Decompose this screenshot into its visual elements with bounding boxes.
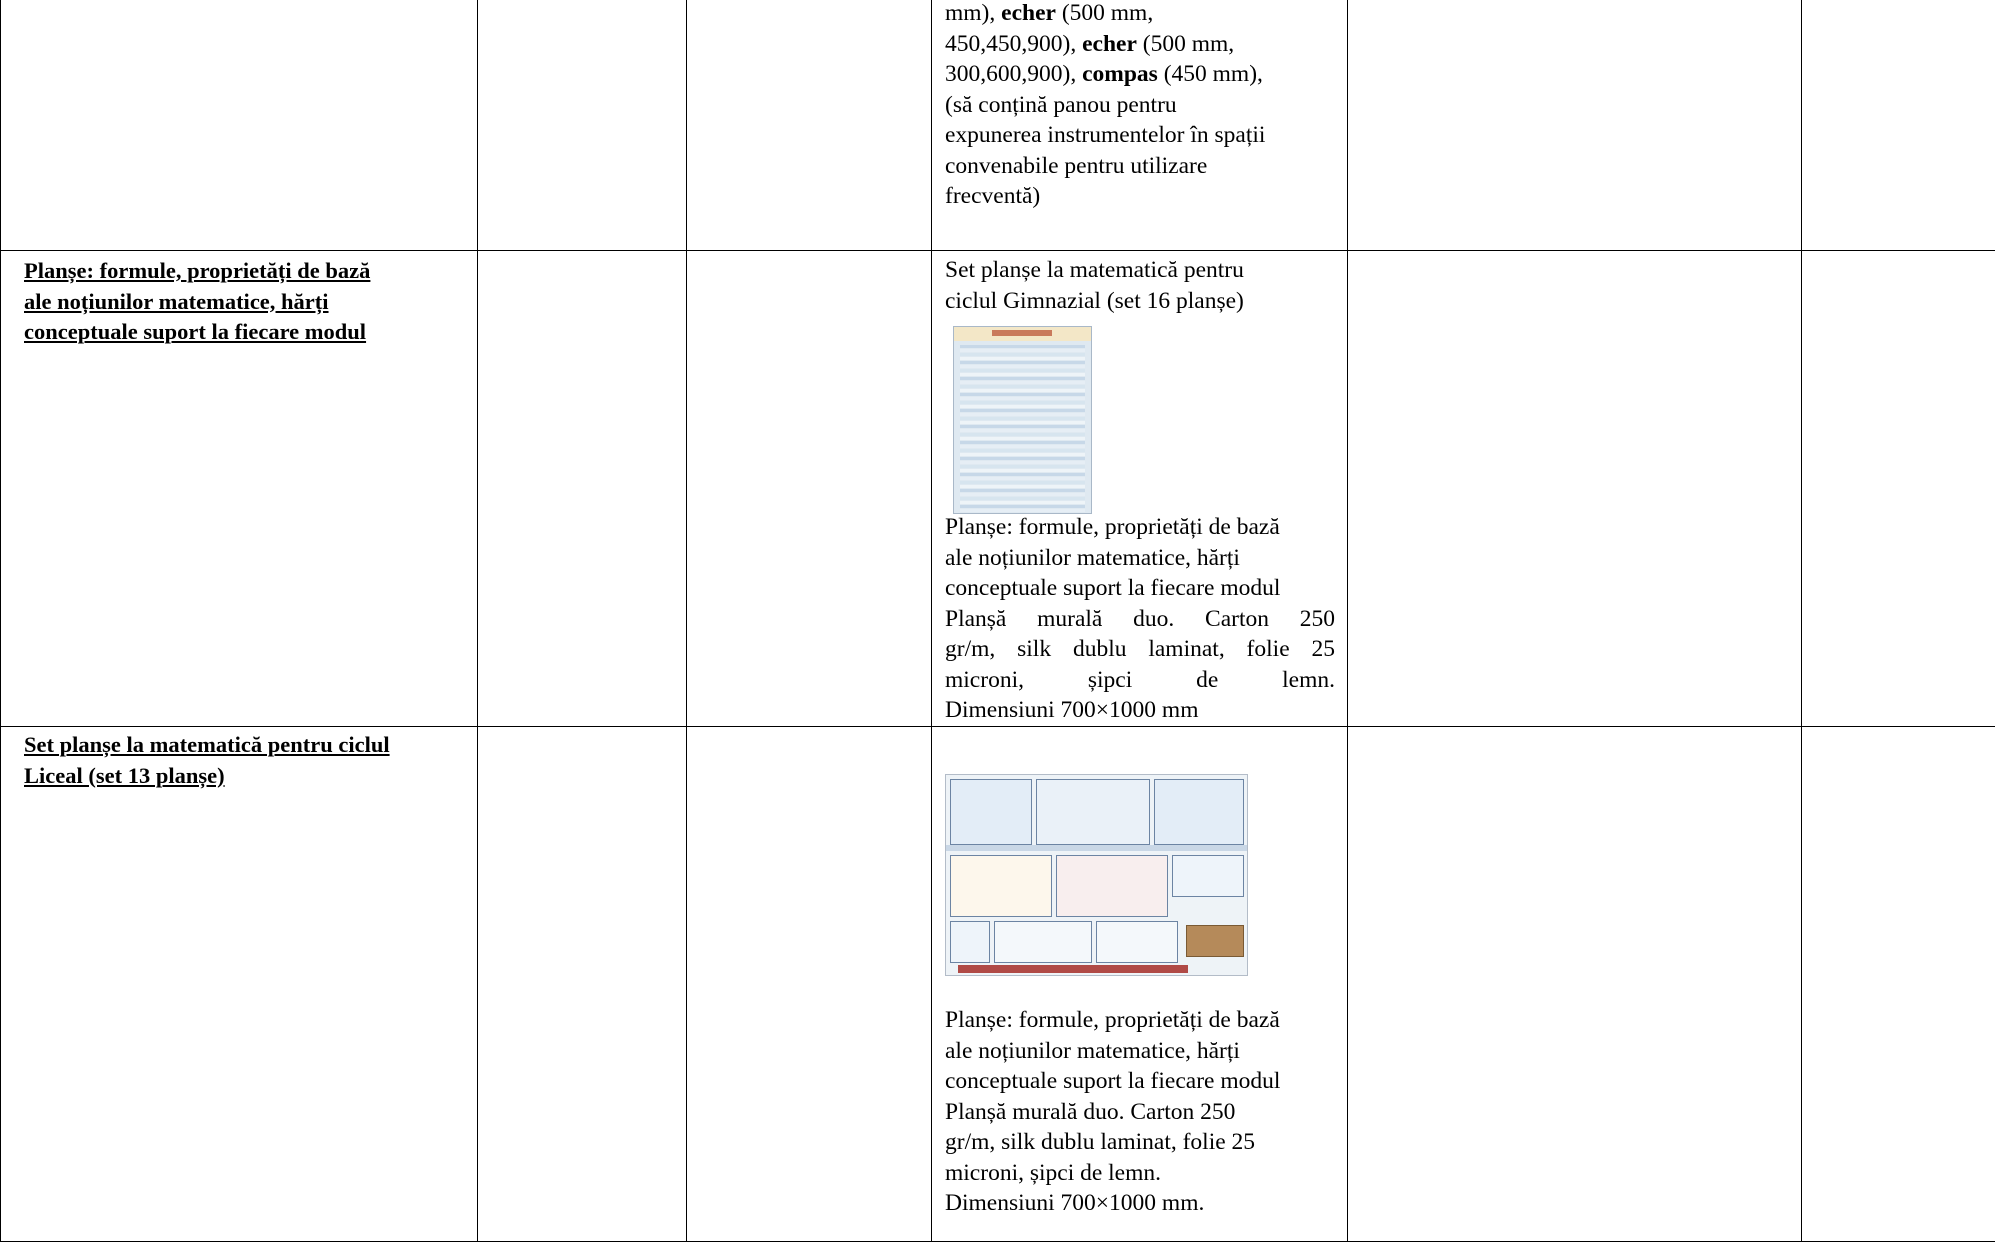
liceal-poster-thumbnail bbox=[945, 774, 1248, 976]
poster-title-mark bbox=[992, 330, 1052, 336]
poster-block bbox=[1056, 855, 1168, 917]
table-border-left bbox=[0, 0, 1, 1242]
row2-desc-top-line-0: Set planșe la matematică pentru bbox=[945, 257, 1244, 283]
poster-table-row bbox=[960, 437, 1085, 440]
row3-desc-line-0: Planșe: formule, proprietăți de bază bbox=[945, 1007, 1280, 1033]
row2-desc-line-1: ale noțiunilor matematice, hărți bbox=[945, 544, 1240, 571]
poster-table-row bbox=[960, 505, 1085, 508]
row3-title-line-1: Liceal (set 13 planșe) bbox=[24, 762, 225, 788]
row3-desc-line-3: Planșă murală duo. Carton 250 bbox=[945, 1098, 1236, 1125]
row1-line-1-bold: echer bbox=[1082, 30, 1137, 57]
row1-line-0-bold: echer bbox=[1001, 0, 1056, 26]
poster-table-row bbox=[960, 385, 1085, 388]
poster-block bbox=[950, 779, 1032, 845]
poster-table-row bbox=[960, 481, 1085, 484]
row3-desc-line-6: Dimensiuni 700×1000 mm. bbox=[945, 1190, 1205, 1216]
row1-line-2-pre: 300,600,900), bbox=[945, 61, 1083, 87]
poster-table-row bbox=[960, 497, 1085, 500]
poster-block bbox=[1154, 779, 1244, 845]
row2-title-line-0: Planșe: formule, proprietăți de bază bbox=[24, 258, 371, 283]
row2-desc-line-4: gr/m, silk dublu laminat, folie 25 bbox=[945, 636, 1335, 662]
poster-table-row bbox=[960, 473, 1085, 476]
poster-table-row bbox=[960, 365, 1085, 368]
row2-description-top bbox=[945, 255, 1244, 316]
row3-desc-line-5: microni, șipci de lemn. bbox=[945, 1159, 1162, 1186]
row2-title-line-1: ale noțiunilor matematice, hărți bbox=[24, 288, 329, 314]
row1-line-6: frecventă) bbox=[945, 183, 1041, 209]
poster-table-row bbox=[960, 485, 1085, 488]
poster-title-mark bbox=[958, 965, 1188, 973]
column-divider-3 bbox=[931, 0, 932, 1242]
row1-line-0 bbox=[945, 0, 1265, 29]
row-divider-1 bbox=[0, 250, 1995, 251]
row2-title bbox=[24, 256, 370, 348]
poster-wood-shelf bbox=[1186, 925, 1244, 957]
row1-line-1 bbox=[945, 29, 1265, 60]
row1-line-2-bold: compas bbox=[1082, 61, 1158, 87]
poster-table-row bbox=[960, 405, 1085, 408]
poster-table-row bbox=[960, 465, 1085, 468]
row1-line-0-pre: mm), bbox=[945, 0, 1002, 26]
row2-desc-line-5: microni, șipci de lemn. bbox=[945, 666, 1335, 693]
poster-table-row bbox=[960, 493, 1085, 496]
poster-table-row bbox=[960, 421, 1085, 424]
row1-description bbox=[945, 0, 1265, 212]
row2-desc-line-0: Planșe: formule, proprietăți de bază bbox=[945, 514, 1280, 540]
poster-table-row bbox=[960, 417, 1085, 420]
poster-table-row bbox=[960, 445, 1085, 448]
poster-block bbox=[1096, 921, 1178, 963]
poster-table-row bbox=[960, 425, 1085, 428]
row1-line-5: convenabile pentru utilizare bbox=[945, 152, 1208, 179]
row3-title-line-0: Set planșe la matematică pentru ciclul bbox=[24, 732, 390, 757]
poster-band bbox=[946, 845, 1247, 851]
poster-table-row bbox=[960, 441, 1085, 444]
poster-table-row bbox=[960, 381, 1085, 384]
row1-line-1-pre: 450,450,900), bbox=[945, 30, 1083, 57]
row3-desc-line-1: ale noțiunilor matematice, hărți bbox=[945, 1037, 1240, 1064]
row3-description-bottom bbox=[945, 1005, 1280, 1219]
poster-table-row bbox=[960, 389, 1085, 392]
poster-table-row bbox=[960, 429, 1085, 432]
row3-desc-line-4: gr/m, silk dublu laminat, folie 25 bbox=[945, 1129, 1256, 1155]
poster-table-row bbox=[960, 369, 1085, 372]
row1-line-1-post: (500 mm, bbox=[1136, 30, 1235, 57]
row3-title bbox=[24, 730, 390, 791]
row2-desc-line-3: Planșă murală duo. Carton 250 bbox=[945, 605, 1335, 632]
gimnazial-poster-thumbnail bbox=[953, 326, 1092, 514]
row1-line-2 bbox=[945, 59, 1265, 90]
poster-block bbox=[1172, 855, 1244, 897]
row1-line-4: expunerea instrumentelor în spații bbox=[945, 122, 1266, 148]
poster-block bbox=[950, 921, 990, 963]
poster-header bbox=[954, 327, 1091, 341]
poster-table-row bbox=[960, 397, 1085, 400]
row1-line-2-post: (450 mm), bbox=[1157, 61, 1263, 87]
poster-table-row bbox=[960, 461, 1085, 464]
row2-description-bottom bbox=[945, 512, 1335, 726]
column-divider-1 bbox=[477, 0, 478, 1242]
poster-table-row bbox=[960, 469, 1085, 472]
row1-line-0-post: (500 mm, bbox=[1055, 0, 1154, 26]
column-divider-4 bbox=[1347, 0, 1348, 1242]
poster-table-row bbox=[960, 353, 1085, 356]
poster-table-row bbox=[960, 501, 1085, 504]
poster-table-row bbox=[960, 413, 1085, 416]
poster-table-row bbox=[960, 401, 1085, 404]
poster-table-row bbox=[960, 409, 1085, 412]
poster-block bbox=[950, 855, 1052, 917]
poster-table-row bbox=[960, 457, 1085, 460]
poster-table-row bbox=[960, 489, 1085, 492]
poster-table-row bbox=[960, 477, 1085, 480]
column-divider-2 bbox=[686, 0, 687, 1242]
poster-table-row bbox=[960, 345, 1085, 348]
row2-desc-line-2: conceptuale suport la fiecare modul bbox=[945, 575, 1281, 601]
poster-table-row bbox=[960, 377, 1085, 380]
row2-title-line-2: conceptuale suport la fiecare modul bbox=[24, 319, 367, 344]
poster-table-row bbox=[960, 373, 1085, 376]
row2-desc-line-6: Dimensiuni 700×1000 mm bbox=[945, 697, 1199, 723]
row1-line-3: (să conțină panou pentru bbox=[945, 91, 1177, 118]
row3-desc-line-2: conceptuale suport la fiecare modul bbox=[945, 1068, 1281, 1094]
poster-table-row bbox=[960, 433, 1085, 436]
poster-table-row bbox=[960, 349, 1085, 352]
poster-block bbox=[994, 921, 1092, 963]
poster-block bbox=[1036, 779, 1150, 845]
poster-table-row bbox=[960, 361, 1085, 364]
column-divider-5 bbox=[1801, 0, 1802, 1242]
poster-table-row bbox=[960, 449, 1085, 452]
poster-table-row bbox=[960, 393, 1085, 396]
poster-table-row bbox=[960, 453, 1085, 456]
poster-table-row bbox=[960, 357, 1085, 360]
row-divider-2 bbox=[0, 726, 1995, 727]
row2-desc-top-line-1: ciclul Gimnazial (set 16 planșe) bbox=[945, 287, 1244, 314]
